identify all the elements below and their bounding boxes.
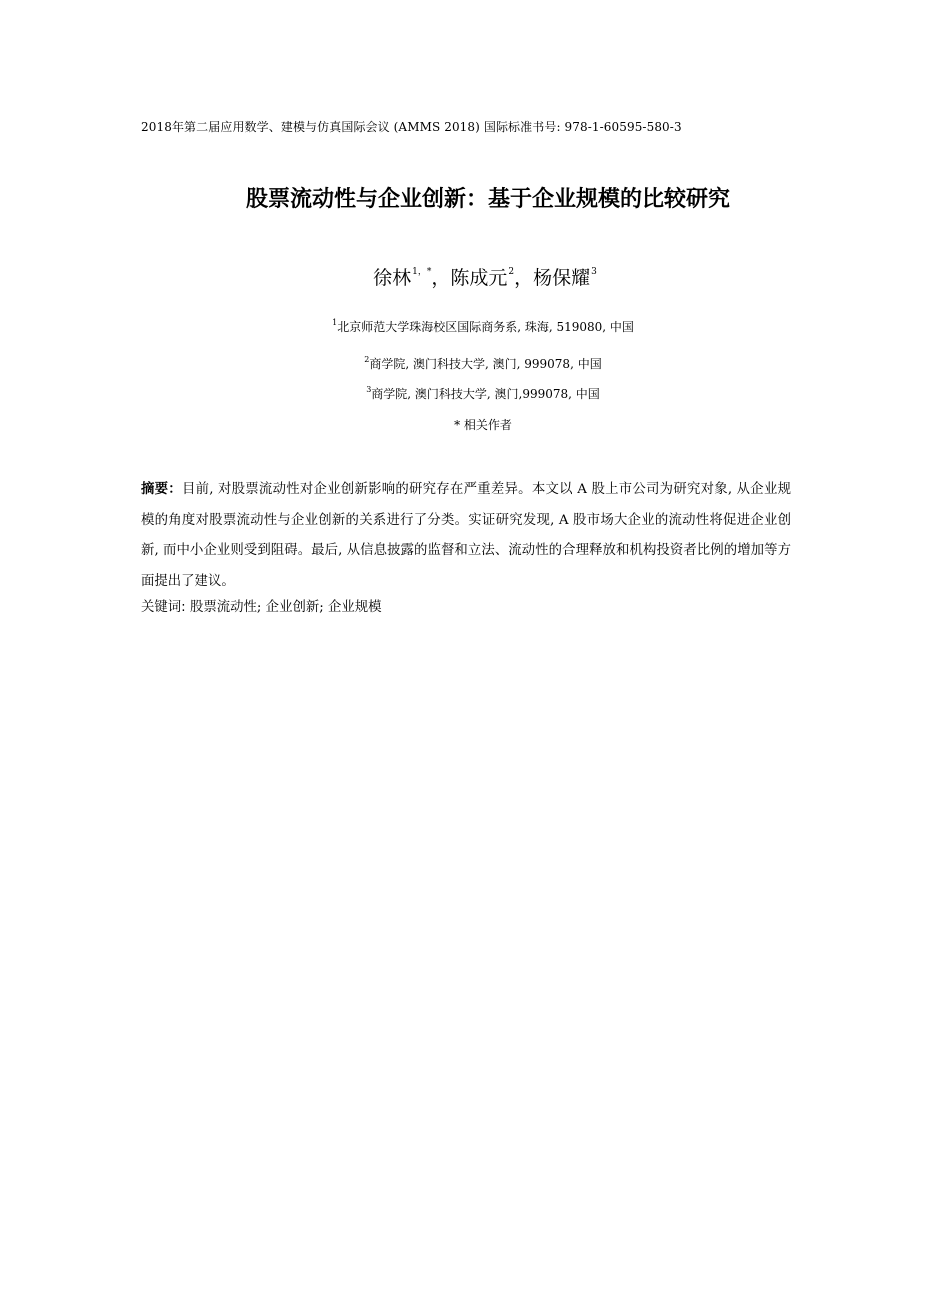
affiliation-mark: 2 [364, 355, 370, 364]
author-affiliation-mark: 3 [591, 267, 597, 277]
abstract-text: 目前, 对股票流动性对企业创新影响的研究存在严重差异。本文以 A 股上市公司为研究对象, 从企业规模的角度对股票流动性与企业创新的关系进行了分类。实证研究发现, A 股市场大企业的流动性将促进企业创新, 而中小企业则受到阻碍。最后, 从信息披露的监督和立法、流动性的合理释放和机构投资者比例的增加等方面提出了建议。 [141, 482, 791, 589]
paper-title: 股票流动性与企业创新：基于企业规模的比较研究 [245, 187, 730, 212]
author-affiliation-mark: 1，* [412, 267, 432, 277]
affiliation-text: 商学院, 澳门科技大学, 澳门,999078, 中国 [371, 387, 600, 401]
abstract [141, 475, 791, 597]
keywords [141, 596, 382, 615]
affiliation-line [0, 355, 926, 372]
affiliation-line [0, 318, 926, 335]
author-name: 陈成元 [450, 267, 508, 289]
author-separator: ， [431, 267, 451, 289]
affiliation-text: 商学院, 澳门科技大学, 澳门, 999078, 中国 [369, 357, 602, 371]
affiliation-line [0, 385, 926, 402]
author-name: 杨保耀 [533, 267, 591, 289]
author-list [0, 263, 926, 290]
keywords-label: 关键词: [141, 600, 186, 615]
abstract-label: 摘要： [141, 482, 182, 497]
corresponding-author-note: * 相关作者 [454, 418, 512, 432]
author-name: 徐林 [373, 267, 412, 289]
affiliation-text: 北京师范大学珠海校区国际商务系, 珠海, 519080, 中国 [337, 320, 634, 334]
affiliation-mark: 3 [366, 385, 372, 394]
keywords-text: 股票流动性; 企业创新; 企业规模 [189, 600, 382, 615]
author-affiliation-mark: 2 [508, 267, 515, 277]
conference-header: 2018年第二届应用数学、建模与仿真国际会议 (AMMS 2018) 国际标准书号: 978-1-60595-580-3 [141, 120, 682, 134]
affiliation-mark: 1 [332, 318, 338, 327]
author-separator: ， [514, 267, 534, 289]
